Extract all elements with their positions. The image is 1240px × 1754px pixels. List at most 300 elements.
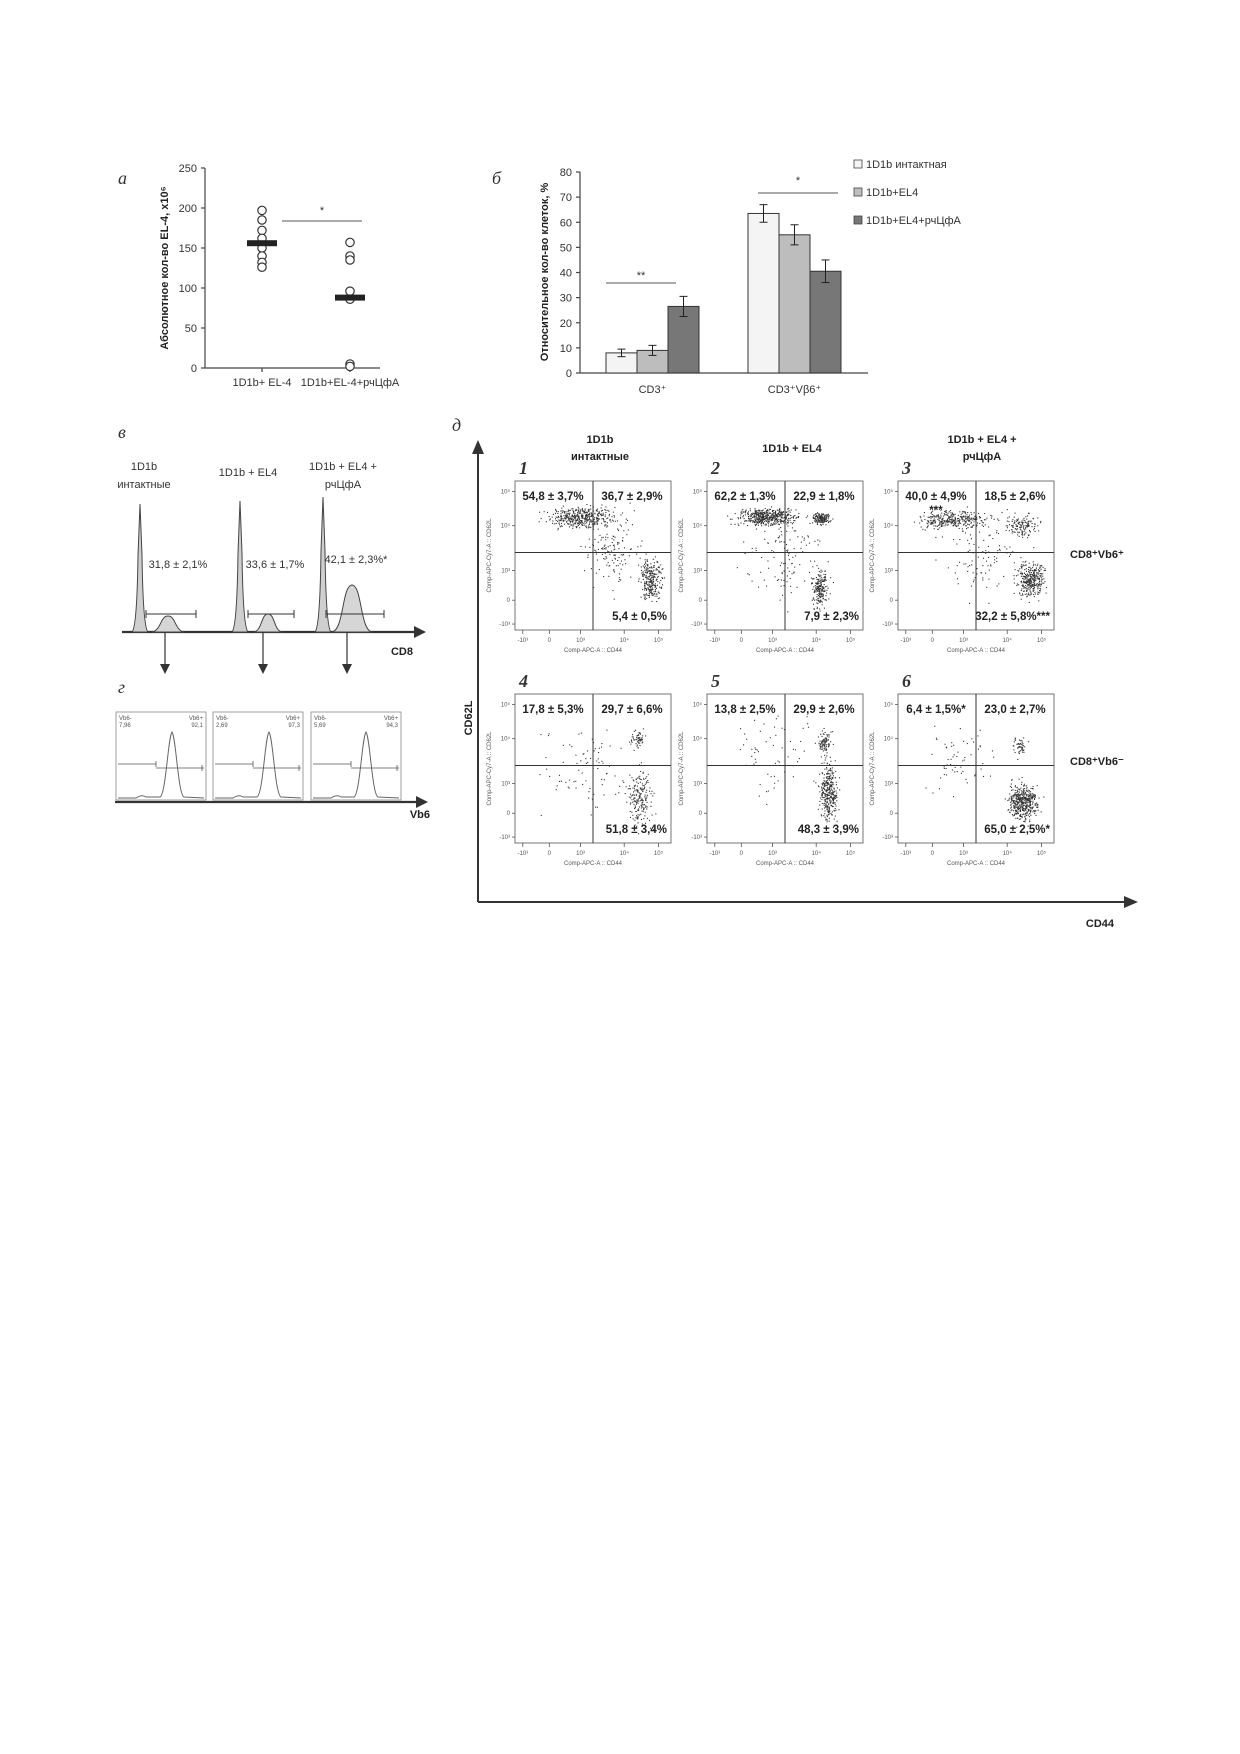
d-event-dot bbox=[824, 580, 825, 581]
d-event-dot bbox=[1028, 741, 1029, 742]
d-event-dot bbox=[974, 579, 975, 580]
d-event-dot bbox=[645, 812, 646, 813]
d-event-dot bbox=[585, 512, 586, 513]
d-event-dot bbox=[1029, 530, 1030, 531]
d-event-dot bbox=[766, 512, 767, 513]
d-event-dot bbox=[826, 796, 827, 797]
d-event-dot bbox=[603, 537, 604, 538]
d-event-dot bbox=[961, 517, 962, 518]
d-event-dot bbox=[1025, 527, 1026, 528]
d-quadrant-lr-value: 32,2 ± 5,8%*** bbox=[975, 611, 1050, 623]
d-plot-y-label: Comp-APC-Cy7-A :: CD62L bbox=[870, 731, 876, 806]
d-event-dot bbox=[607, 551, 608, 552]
d-event-dot bbox=[604, 794, 605, 795]
g-gate-pos-value: 97,3 bbox=[288, 723, 300, 729]
d-event-dot bbox=[822, 749, 823, 750]
d-event-dot bbox=[618, 565, 619, 566]
d-event-dot bbox=[777, 513, 778, 514]
d-event-dot bbox=[1030, 812, 1031, 813]
d-event-dot bbox=[942, 523, 943, 524]
d-event-dot bbox=[641, 582, 642, 583]
d-event-dot bbox=[816, 521, 817, 522]
d-event-dot bbox=[563, 515, 564, 516]
d-event-dot bbox=[768, 523, 769, 524]
d-event-dot bbox=[578, 770, 579, 771]
d-event-dot bbox=[1011, 797, 1012, 798]
d-event-dot bbox=[555, 513, 556, 514]
d-event-dot bbox=[755, 759, 756, 760]
d-event-dot bbox=[653, 579, 654, 580]
d-event-dot bbox=[638, 816, 639, 817]
d-event-dot bbox=[566, 511, 567, 512]
d-event-dot bbox=[1021, 748, 1022, 749]
d-event-dot bbox=[636, 554, 637, 555]
d-event-dot bbox=[952, 769, 953, 770]
d-event-dot bbox=[959, 539, 960, 540]
d-event-dot bbox=[831, 784, 832, 785]
d-event-dot bbox=[610, 519, 611, 520]
d-event-dot bbox=[652, 575, 653, 576]
d-event-dot bbox=[955, 514, 956, 515]
d-mini-ytick-label: 10⁵ bbox=[500, 702, 510, 709]
d-event-dot bbox=[1011, 525, 1012, 526]
d-event-dot bbox=[956, 756, 957, 757]
d-event-dot bbox=[1029, 816, 1030, 817]
d-event-dot bbox=[1030, 531, 1031, 532]
d-event-dot bbox=[650, 592, 651, 593]
d-event-dot bbox=[632, 815, 633, 816]
d-event-dot bbox=[662, 569, 663, 570]
d-event-dot bbox=[777, 515, 778, 516]
d-event-dot bbox=[1008, 810, 1009, 811]
d-event-dot bbox=[964, 757, 965, 758]
d-event-dot bbox=[621, 748, 622, 749]
d-event-dot bbox=[945, 512, 946, 513]
d-quadrant-ul-value: 54,8 ± 3,7% bbox=[522, 491, 584, 503]
d-event-dot bbox=[955, 767, 956, 768]
d-event-dot bbox=[751, 515, 752, 516]
d-event-dot bbox=[982, 579, 983, 580]
d-event-dot bbox=[646, 792, 647, 793]
d-event-dot bbox=[588, 527, 589, 528]
d-event-dot bbox=[587, 557, 588, 558]
d-event-dot bbox=[778, 519, 779, 520]
d-event-dot bbox=[1026, 575, 1027, 576]
d-event-dot bbox=[602, 784, 603, 785]
d-event-dot bbox=[1015, 790, 1016, 791]
d-event-dot bbox=[659, 582, 660, 583]
d-event-dot bbox=[958, 515, 959, 516]
d-event-dot bbox=[640, 745, 641, 746]
d-event-dot bbox=[638, 808, 639, 809]
d-event-dot bbox=[744, 734, 745, 735]
d-event-dot bbox=[987, 565, 988, 566]
d-event-dot bbox=[651, 583, 652, 584]
d-mini-ytick-label: 10⁴ bbox=[500, 523, 510, 530]
d-event-dot bbox=[1024, 794, 1025, 795]
d-event-dot bbox=[637, 817, 638, 818]
d-event-dot bbox=[587, 519, 588, 520]
d-event-dot bbox=[1018, 523, 1019, 524]
d-event-dot bbox=[1023, 794, 1024, 795]
d-event-dot bbox=[773, 510, 774, 511]
d-event-dot bbox=[622, 540, 623, 541]
d-event-dot bbox=[755, 524, 756, 525]
d-event-dot bbox=[646, 790, 647, 791]
d-event-dot bbox=[637, 810, 638, 811]
d-event-dot bbox=[645, 562, 646, 563]
d-event-dot bbox=[821, 582, 822, 583]
d-event-dot bbox=[614, 571, 615, 572]
d-event-dot bbox=[835, 808, 836, 809]
d-event-dot bbox=[955, 572, 956, 573]
b-ytick-label: 20 bbox=[559, 317, 572, 330]
d-event-dot bbox=[817, 516, 818, 517]
d-event-dot bbox=[1028, 571, 1029, 572]
d-event-dot bbox=[1019, 804, 1020, 805]
d-event-dot bbox=[597, 518, 598, 519]
d-event-dot bbox=[605, 521, 606, 522]
d-mini-ytick-label: 10⁵ bbox=[692, 489, 702, 496]
d-event-dot bbox=[748, 511, 749, 512]
d-event-dot bbox=[572, 508, 573, 509]
d-event-dot bbox=[790, 741, 791, 742]
d-event-dot bbox=[963, 516, 964, 517]
d-mini-xtick-label: 10⁴ bbox=[1002, 851, 1012, 857]
d-event-dot bbox=[1032, 804, 1033, 805]
d-event-dot bbox=[647, 561, 648, 562]
d-event-dot bbox=[1025, 792, 1026, 793]
d-event-dot bbox=[1021, 572, 1022, 573]
d-event-dot bbox=[943, 516, 944, 517]
d-event-dot bbox=[636, 789, 637, 790]
d-event-dot bbox=[655, 813, 656, 814]
d-event-dot bbox=[928, 522, 929, 523]
d-event-dot bbox=[767, 542, 768, 543]
d-event-dot bbox=[968, 517, 969, 518]
d-event-dot bbox=[764, 580, 765, 581]
d-event-dot bbox=[1007, 521, 1008, 522]
d-event-dot bbox=[605, 514, 606, 515]
d-event-dot bbox=[622, 555, 623, 556]
d-event-dot bbox=[775, 516, 776, 517]
d-event-dot bbox=[825, 524, 826, 525]
d-event-dot bbox=[825, 747, 826, 748]
d-event-dot bbox=[1012, 796, 1013, 797]
d-event-dot bbox=[832, 773, 833, 774]
d-event-dot bbox=[572, 526, 573, 527]
d-event-dot bbox=[561, 781, 562, 782]
d-event-dot bbox=[1033, 788, 1034, 789]
d-event-dot bbox=[602, 548, 603, 549]
d-mini-xtick-label: 0 bbox=[739, 638, 743, 644]
d-event-dot bbox=[794, 530, 795, 531]
d-event-dot bbox=[821, 742, 822, 743]
d-event-dot bbox=[813, 517, 814, 518]
d-event-dot bbox=[636, 746, 637, 747]
d-event-dot bbox=[822, 795, 823, 796]
d-event-dot bbox=[1044, 581, 1045, 582]
d-event-dot bbox=[1035, 805, 1036, 806]
d-event-dot bbox=[827, 794, 828, 795]
d-event-dot bbox=[566, 514, 567, 515]
d-event-dot bbox=[775, 519, 776, 520]
d-event-dot bbox=[1037, 588, 1038, 589]
d-event-dot bbox=[770, 517, 771, 518]
d-event-dot bbox=[818, 736, 819, 737]
d-event-dot bbox=[1011, 804, 1012, 805]
d-event-dot bbox=[633, 738, 634, 739]
d-event-dot bbox=[653, 578, 654, 579]
d-mini-xtick-label: 10³ bbox=[768, 851, 777, 857]
d-event-dot bbox=[829, 818, 830, 819]
d-event-dot bbox=[1018, 811, 1019, 812]
d-event-dot bbox=[934, 520, 935, 521]
d-event-dot bbox=[1023, 525, 1024, 526]
d-event-dot bbox=[821, 814, 822, 815]
d-event-dot bbox=[1022, 814, 1023, 815]
d-event-dot bbox=[920, 517, 921, 518]
d-event-dot bbox=[819, 608, 820, 609]
d-event-dot bbox=[636, 800, 637, 801]
d-event-dot bbox=[648, 589, 649, 590]
d-event-dot bbox=[835, 816, 836, 817]
d-event-dot bbox=[569, 516, 570, 517]
d-event-dot bbox=[582, 514, 583, 515]
d-event-dot bbox=[1031, 788, 1032, 789]
d-event-dot bbox=[1019, 536, 1020, 537]
a-mean-bar bbox=[247, 240, 277, 246]
d-event-dot bbox=[1023, 528, 1024, 529]
d-event-dot bbox=[823, 524, 824, 525]
d-event-dot bbox=[817, 519, 818, 520]
d-event-dot bbox=[574, 517, 575, 518]
d-event-dot bbox=[922, 529, 923, 530]
d-event-dot bbox=[610, 520, 611, 521]
d-event-dot bbox=[945, 511, 946, 512]
d-event-dot bbox=[662, 578, 663, 579]
d-event-dot bbox=[585, 509, 586, 510]
d-event-dot bbox=[959, 562, 960, 563]
d-event-dot bbox=[619, 557, 620, 558]
d-event-dot bbox=[958, 523, 959, 524]
d-event-dot bbox=[645, 559, 646, 560]
d-event-dot bbox=[755, 513, 756, 514]
d-event-dot bbox=[648, 578, 649, 579]
d-event-dot bbox=[831, 796, 832, 797]
d-event-dot bbox=[1011, 810, 1012, 811]
d-event-dot bbox=[1029, 813, 1030, 814]
d-event-dot bbox=[818, 575, 819, 576]
d-event-dot bbox=[778, 716, 779, 717]
d-event-dot bbox=[782, 515, 783, 516]
d-event-dot bbox=[832, 791, 833, 792]
d-event-dot bbox=[951, 519, 952, 520]
d-event-dot bbox=[830, 761, 831, 762]
d-event-dot bbox=[613, 545, 614, 546]
d-event-dot bbox=[788, 508, 789, 509]
d-event-dot bbox=[755, 747, 756, 748]
d-event-dot bbox=[1024, 591, 1025, 592]
d-event-dot bbox=[621, 569, 622, 570]
d-event-dot bbox=[774, 524, 775, 525]
d-event-dot bbox=[660, 580, 661, 581]
d-event-dot bbox=[649, 579, 650, 580]
d-event-dot bbox=[657, 561, 658, 562]
d-event-dot bbox=[924, 512, 925, 513]
d-event-dot bbox=[973, 544, 974, 545]
a-ytick-label: 0 bbox=[190, 363, 197, 375]
d-event-dot bbox=[613, 512, 614, 513]
d-event-dot bbox=[649, 791, 650, 792]
d-event-dot bbox=[594, 513, 595, 514]
d-event-dot bbox=[821, 787, 822, 788]
d-event-dot bbox=[591, 520, 592, 521]
d-event-dot bbox=[620, 563, 621, 564]
d-event-dot bbox=[646, 575, 647, 576]
d-event-dot bbox=[960, 516, 961, 517]
d-event-dot bbox=[1028, 815, 1029, 816]
d-event-dot bbox=[977, 523, 978, 524]
d-event-dot bbox=[783, 511, 784, 512]
d-event-dot bbox=[825, 574, 826, 575]
d-event-dot bbox=[595, 522, 596, 523]
d-event-dot bbox=[641, 570, 642, 571]
d-event-dot bbox=[1023, 526, 1024, 527]
d-event-dot bbox=[957, 565, 958, 566]
d-event-dot bbox=[831, 800, 832, 801]
d-event-dot bbox=[585, 521, 586, 522]
d-event-dot bbox=[601, 548, 602, 549]
d-event-dot bbox=[557, 785, 558, 786]
d-event-dot bbox=[772, 518, 773, 519]
d-event-dot bbox=[833, 802, 834, 803]
d-event-dot bbox=[731, 524, 732, 525]
d-event-dot bbox=[603, 519, 604, 520]
d-event-dot bbox=[967, 571, 968, 572]
d-event-dot bbox=[950, 510, 951, 511]
d-event-dot bbox=[1029, 563, 1030, 564]
d-event-dot bbox=[837, 787, 838, 788]
d-mini-ytick-label: 10⁴ bbox=[883, 736, 893, 743]
d-event-dot bbox=[812, 522, 813, 523]
d-event-dot bbox=[604, 546, 605, 547]
d-event-dot bbox=[1023, 789, 1024, 790]
d-event-dot bbox=[1022, 807, 1023, 808]
d-event-dot bbox=[653, 559, 654, 560]
d-event-dot bbox=[1000, 550, 1001, 551]
d-event-dot bbox=[939, 527, 940, 528]
d-event-dot bbox=[1031, 581, 1032, 582]
d-event-dot bbox=[920, 516, 921, 517]
d-event-dot bbox=[648, 595, 649, 596]
d-event-dot bbox=[959, 521, 960, 522]
d-event-dot bbox=[613, 562, 614, 563]
d-event-dot bbox=[635, 811, 636, 812]
d-event-dot bbox=[769, 517, 770, 518]
d-event-dot bbox=[1035, 797, 1036, 798]
d-event-dot bbox=[824, 591, 825, 592]
d-event-dot bbox=[606, 730, 607, 731]
d-event-dot bbox=[787, 526, 788, 527]
d-event-dot bbox=[934, 518, 935, 519]
d-event-dot bbox=[792, 557, 793, 558]
d-event-dot bbox=[937, 519, 938, 520]
d-quadrant-ur-value: 36,7 ± 2,9% bbox=[601, 491, 663, 503]
d-quadrant-lr-value: 5,4 ± 0,5% bbox=[612, 611, 667, 623]
d-event-dot bbox=[585, 510, 586, 511]
d-event-dot bbox=[835, 771, 836, 772]
d-event-dot bbox=[561, 523, 562, 524]
d-event-dot bbox=[1014, 583, 1015, 584]
d-event-dot bbox=[1012, 800, 1013, 801]
d-event-dot bbox=[646, 598, 647, 599]
d-event-dot bbox=[1040, 522, 1041, 523]
d-event-dot bbox=[940, 777, 941, 778]
d-event-dot bbox=[962, 760, 963, 761]
d-event-dot bbox=[954, 520, 955, 521]
d-event-dot bbox=[833, 798, 834, 799]
d-event-dot bbox=[622, 537, 623, 538]
d-event-dot bbox=[826, 749, 827, 750]
d-event-dot bbox=[984, 513, 985, 514]
d-event-dot bbox=[956, 526, 957, 527]
d-event-dot bbox=[653, 595, 654, 596]
d-event-dot bbox=[824, 805, 825, 806]
d-event-dot bbox=[830, 741, 831, 742]
d-event-dot bbox=[1028, 535, 1029, 536]
d-event-dot bbox=[779, 529, 780, 530]
d-event-dot bbox=[821, 583, 822, 584]
d-event-dot bbox=[994, 519, 995, 520]
d-event-dot bbox=[645, 572, 646, 573]
d-event-dot bbox=[1012, 789, 1013, 790]
d-event-dot bbox=[574, 523, 575, 524]
d-event-dot bbox=[963, 741, 964, 742]
d-event-dot bbox=[561, 518, 562, 519]
d-event-dot bbox=[636, 795, 637, 796]
d-event-dot bbox=[644, 595, 645, 596]
d-event-dot bbox=[1023, 565, 1024, 566]
d-event-dot bbox=[572, 520, 573, 521]
d-event-dot bbox=[603, 763, 604, 764]
d-event-dot bbox=[1009, 530, 1010, 531]
d-event-dot bbox=[656, 580, 657, 581]
d-event-dot bbox=[621, 561, 622, 562]
d-event-dot bbox=[1025, 532, 1026, 533]
d-event-dot bbox=[1033, 547, 1034, 548]
d-event-dot bbox=[640, 814, 641, 815]
d-event-dot bbox=[978, 749, 979, 750]
d-event-dot bbox=[813, 578, 814, 579]
d-quadrant-ur-value: 18,5 ± 2,6% bbox=[984, 491, 1046, 503]
d-event-dot bbox=[1032, 578, 1033, 579]
d-event-dot bbox=[646, 593, 647, 594]
d-event-dot bbox=[1033, 579, 1034, 580]
d-event-dot bbox=[570, 510, 571, 511]
b-legend-label: 1D1b+EL4 bbox=[866, 187, 919, 199]
d-event-dot bbox=[963, 524, 964, 525]
d-event-dot bbox=[1016, 807, 1017, 808]
d-event-dot bbox=[822, 803, 823, 804]
d-event-dot bbox=[992, 538, 993, 539]
d-event-dot bbox=[830, 768, 831, 769]
d-event-dot bbox=[596, 517, 597, 518]
d-event-dot bbox=[998, 533, 999, 534]
d-event-dot bbox=[830, 520, 831, 521]
d-event-dot bbox=[1021, 576, 1022, 577]
d-event-dot bbox=[822, 740, 823, 741]
